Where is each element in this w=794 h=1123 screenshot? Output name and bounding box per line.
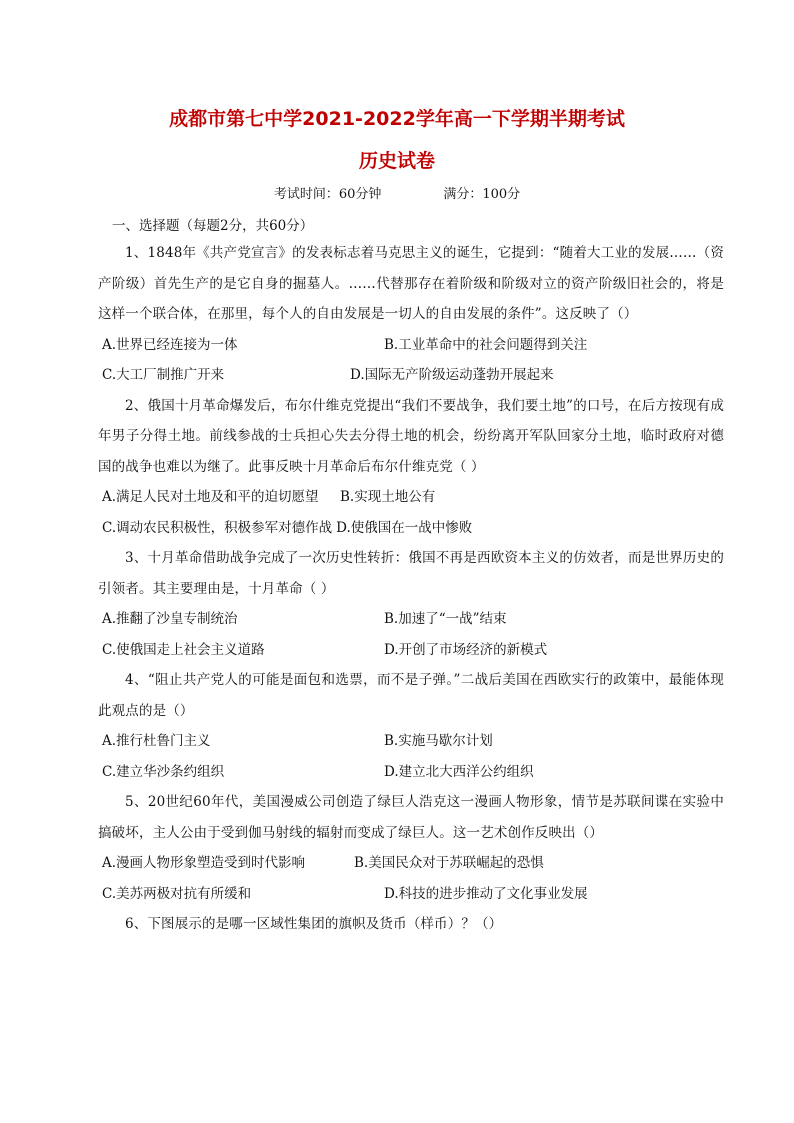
question-4-option-a: A.推行杜鲁门主义 [102, 733, 211, 749]
question-1-option-c: C.大工厂制推广开来 [102, 367, 225, 383]
exam-title: 成都市第七中学2021-2022学年高一下学期半期考试 [169, 108, 625, 130]
exam-info [0, 184, 794, 206]
question-4-options-row1 [98, 726, 724, 757]
question-5-option-c: C.美苏两极对抗有所缓和 [102, 885, 252, 902]
question-2-option-b: B.实现土地公有 [340, 489, 436, 505]
question-5-option-d: D.科技的进步推动了文化事业发展 [384, 885, 588, 902]
question-3-option-d: D.开创了市场经济的新模式 [384, 641, 548, 658]
question-5-option-a: A.漫画人物形象塑造受到时代影响 [102, 855, 306, 871]
question-1-option-d: D.国际无产阶级运动蓬勃开展起来 [350, 367, 554, 383]
question-3-stem: 3、十月革命借助战争完成了一次历史性转折：俄国不再是西欧资本主义的仿效者，而是世界历史的引领者。其主要理由是，十月革命（ ） [98, 550, 724, 597]
question-1-options-row1 [98, 330, 724, 361]
exam-content [98, 214, 724, 940]
question-3-option-a: A.推翻了沙皇专制统治 [102, 611, 238, 627]
question-5-stem: 5、20世纪60年代，美国漫威公司创造了绿巨人浩克这一漫画人物形象，情节是苏联间谍在实验中搞破坏，主人公由于受到伽马射线的辐射而变成了绿巨人。这一艺术创作反映出（） [98, 794, 724, 841]
question-1-stem: 1、1848年《共产党宣言》的发表标志着马克思主义的诞生，它提到：“随着大工业的发展……（资产阶级）首先生产的是它自身的掘墓人。……代替那存在着阶级和阶级对立的资产阶级旧社会的，将是这样一个联合体，在那里，每个人的自由发展是一切人的自由发展的条件”。这反映了（） [98, 245, 724, 322]
question-1-options-row2 [98, 360, 724, 391]
exam-subject: 历史试卷 [358, 150, 435, 172]
question-6-stem: 6、下图展示的是哪一区域性集团的旗帜及货币（样币）？（） [125, 916, 503, 932]
question-3-options-row2 [98, 635, 724, 666]
exam-time: 考试时间：60分钟 [273, 187, 382, 202]
question-5-options-row1 [98, 848, 724, 879]
question-2-option-d: D.使俄国在一战中惨败 [336, 519, 473, 536]
question-2-options-row2 [98, 513, 724, 544]
exam-score: 满分：100分 [443, 187, 521, 202]
question-5-option-b: B.美国民众对于苏联崛起的恐惧 [354, 855, 544, 871]
question-2-option-c: C.调动农民积极性，积极参军对德作战 [102, 519, 333, 536]
question-4-option-b: B.实施马歇尔计划 [384, 733, 493, 749]
question-1-option-b: B.工业革命中的社会问题得到关注 [384, 336, 588, 353]
question-2-option-a: A.满足人民对土地及和平的迫切愿望 [102, 489, 319, 505]
question-5-options-row2 [98, 879, 724, 910]
question-4-option-d: D.建立北大西洋公约组织 [384, 763, 534, 780]
question-4-options-row2 [98, 757, 724, 788]
question-1-option-a: A.世界已经连接为一体 [102, 336, 238, 353]
question-3-option-c: C.使俄国走上社会主义道路 [102, 641, 265, 658]
question-2-stem: 2、俄国十月革命爆发后，布尔什维克党提出“我们不要战争，我们要土地”的口号，在后方按现有成年男子分得土地。前线参战的士兵担心失去分得土地的机会，纷纷离开军队回家分土地，临时政府对德国的战争也难以为继了。此事反映十月革命后布尔什维克党（ ） [98, 397, 724, 475]
question-4-stem: 4、“阻止共产党人的可能是面包和选票，而不是子弹。”二战后美国在西欧实行的政策中，最能体现此观点的是（） [98, 672, 724, 719]
question-4-option-c: C.建立华沙条约组织 [102, 763, 225, 780]
section-heading: 一、选择题（每题2分，共60分） [112, 218, 314, 234]
question-2-options-row1 [98, 482, 724, 513]
question-3-option-b: B.加速了“一战”结束 [384, 611, 507, 627]
question-3-options-row1 [98, 604, 724, 635]
